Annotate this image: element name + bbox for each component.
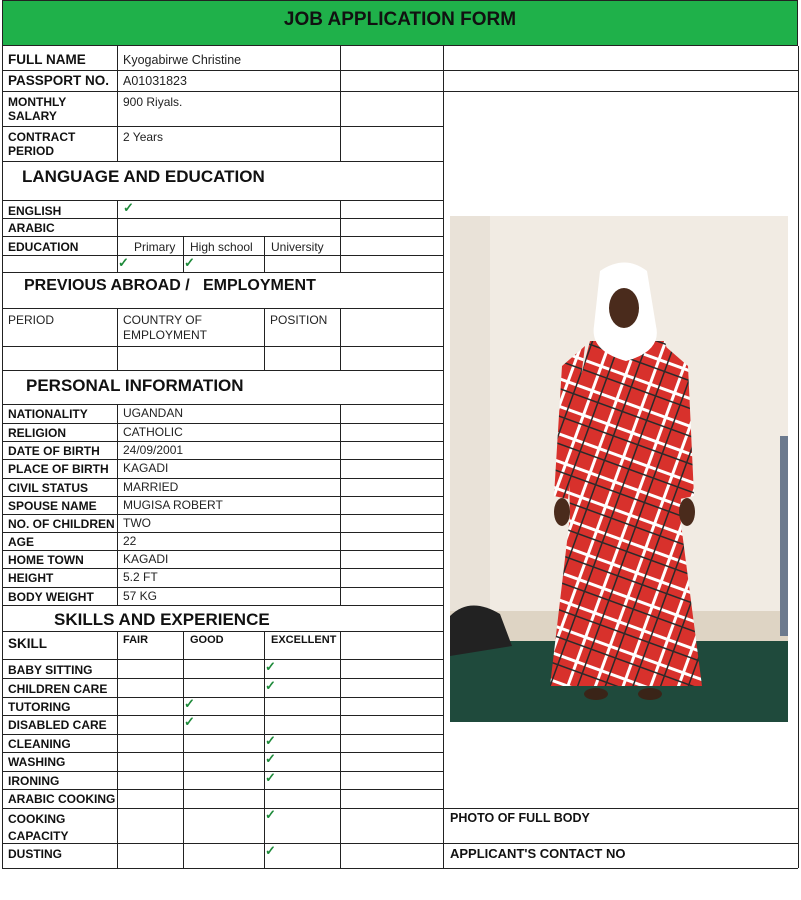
education-primary: Primary [134, 240, 176, 254]
contract-label: CONTRACT PERIOD [8, 130, 76, 158]
personal-label-0: NATIONALITY [8, 407, 88, 421]
personal-label-10: BODY WEIGHT [8, 590, 94, 604]
skill-name-0: BABY SITTING [8, 663, 93, 677]
skill-level-good: GOOD [190, 634, 224, 646]
education-label: EDUCATION [8, 240, 79, 254]
passport-label: PASSPORT NO. [8, 73, 110, 88]
skill-name-9: DUSTING [8, 847, 62, 861]
personal-value-8: KAGADI [123, 552, 169, 566]
high-school-check: ✓ [184, 255, 195, 270]
english-check: ✓ [123, 200, 134, 215]
skill-check-2: ✓ [184, 696, 195, 711]
education-university: University [271, 240, 324, 254]
skill-name-2: TUTORING [8, 700, 71, 714]
photo-full-body-label: PHOTO OF FULL BODY [450, 811, 590, 825]
personal-value-4: MARRIED [123, 480, 179, 494]
abroad-period-header: PERIOD [8, 313, 55, 327]
full-name-value: Kyogabirwe Christine [123, 53, 242, 67]
skill-check-4: ✓ [265, 733, 276, 748]
primary-check: ✓ [118, 255, 129, 270]
skill-name-3: DISABLED CARE [8, 718, 107, 732]
personal-value-7: 22 [123, 534, 137, 548]
arabic-label: ARABIC [8, 221, 55, 235]
personal-label-6: NO. OF CHILDREN [8, 517, 115, 531]
form-title: JOB APPLICATION FORM [283, 9, 517, 30]
salary-label: MONTHLY SALARY [8, 95, 67, 123]
personal-value-2: 24/09/2001 [123, 443, 184, 457]
personal-label-3: PLACE OF BIRTH [8, 462, 109, 476]
personal-label-4: CIVIL STATUS [8, 481, 89, 495]
applicant-photo [450, 216, 788, 722]
personal-label-5: SPOUSE NAME [8, 499, 97, 513]
personal-label-9: HEIGHT [8, 571, 54, 585]
skill-check-6: ✓ [265, 770, 276, 785]
personal-value-1: CATHOLIC [123, 425, 183, 439]
section-language-education: LANGUAGE AND EDUCATION [22, 167, 265, 186]
personal-value-3: KAGADI [123, 461, 169, 475]
contact-number-label: APPLICANT'S CONTACT NO [450, 846, 626, 861]
section-previous-abroad: PREVIOUS ABROAD / EMPLOYMENT [24, 277, 316, 294]
skill-name-6: IRONING [8, 774, 60, 788]
skill-name-8: COOKING CAPACITY [8, 812, 69, 843]
personal-value-6: TWO [123, 516, 151, 530]
skill-name-1: CHILDREN CARE [8, 682, 108, 696]
section-skills-experience: SKILLS AND EXPERIENCE [54, 610, 270, 629]
personal-value-0: UGANDAN [123, 406, 184, 420]
abroad-country-header: COUNTRY OF EMPLOYMENT [123, 313, 208, 342]
personal-value-10: 57 KG [123, 589, 158, 603]
personal-value-9: 5.2 FT [123, 570, 158, 584]
salary-value: 900 Riyals. [123, 95, 183, 109]
full-name-label: FULL NAME [8, 52, 86, 67]
skill-level-excellent: EXCELLENT [271, 634, 337, 646]
skill-check-3: ✓ [184, 714, 195, 729]
personal-label-2: DATE OF BIRTH [8, 444, 100, 458]
skill-header: SKILL [8, 636, 47, 651]
skill-check-0: ✓ [265, 659, 276, 674]
education-high-school: High school [190, 240, 253, 254]
skill-name-7: ARABIC COOKING [8, 792, 116, 806]
personal-label-8: HOME TOWN [8, 553, 84, 567]
contract-value: 2 Years [123, 130, 164, 144]
personal-value-5: MUGISA ROBERT [123, 498, 223, 512]
skill-name-5: WASHING [8, 755, 66, 769]
skill-check-5: ✓ [265, 751, 276, 766]
abroad-position-header: POSITION [270, 313, 328, 327]
section-personal-information: PERSONAL INFORMATION [26, 376, 244, 395]
skill-check-9: ✓ [265, 843, 276, 858]
skill-check-1: ✓ [265, 678, 276, 693]
skill-level-fair: FAIR [123, 634, 149, 646]
passport-value: A01031823 [123, 74, 187, 88]
skill-check-8: ✓ [265, 807, 276, 822]
english-label: ENGLISH [8, 204, 62, 218]
skill-name-4: CLEANING [8, 737, 71, 751]
personal-label-7: AGE [8, 535, 35, 549]
personal-label-1: RELIGION [8, 426, 67, 440]
applicant-photo-image [450, 216, 788, 722]
